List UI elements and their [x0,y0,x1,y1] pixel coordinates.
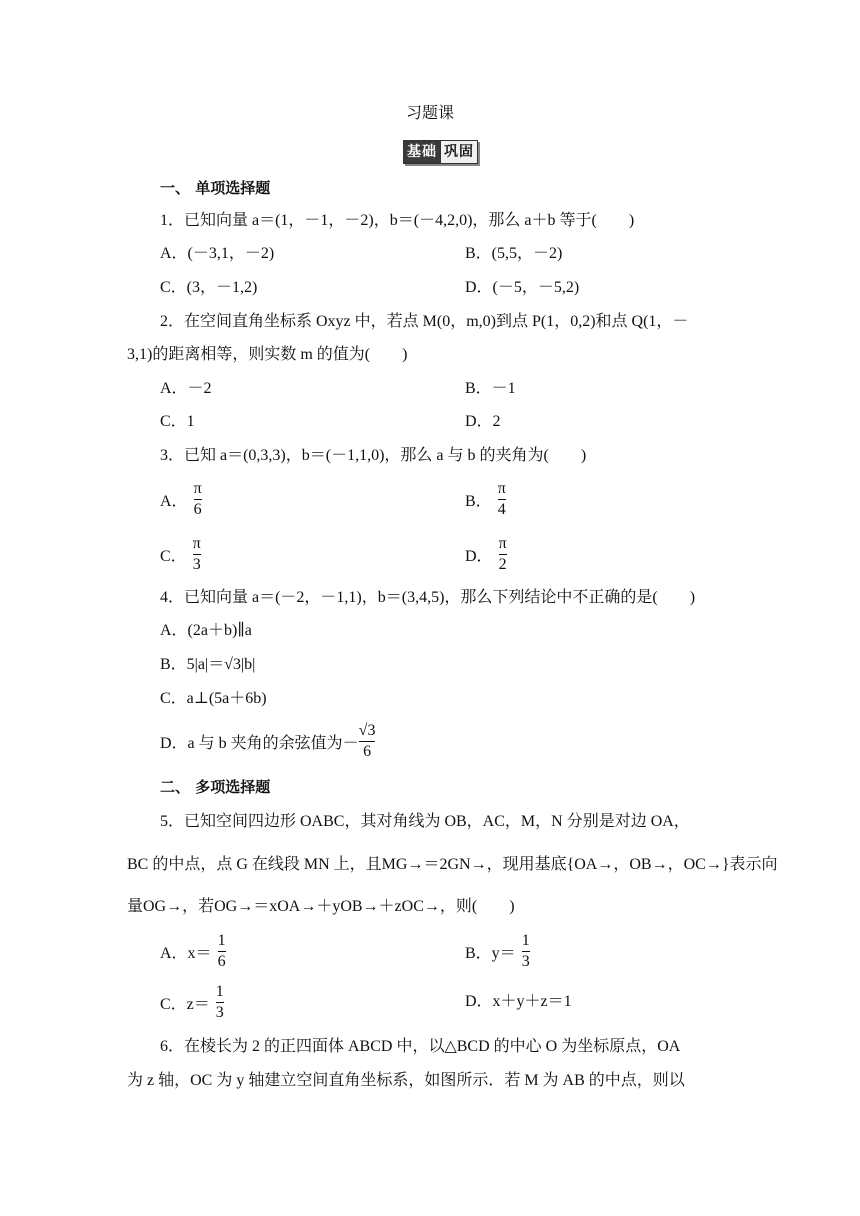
q5-option-a-label: A．x＝ [160,944,212,962]
question-4-stem: 4．已知向量 a＝(－2，－1,1)，b＝(3,4,5)，那么下列结论中不正确的是( ) [160,589,696,606]
q1-option-b: B．(5,5，－2) [465,245,563,262]
question-2-stem-line2: 3,1)的距离相等，则实数 m 的值为( ) [127,346,408,363]
q2-option-c: C．1 [160,413,195,430]
fraction-numerator: π [499,534,507,555]
fraction-numerator: 1 [218,931,226,952]
q5-option-a [160,930,226,972]
q5-option-c-label: C．z＝ [160,995,210,1013]
fraction-numerator: 1 [522,931,530,952]
q3-option-c-fraction [193,534,201,575]
section-badge [403,140,478,164]
q3-option-d-label: D． [465,547,493,565]
q5-option-a-fraction [218,931,226,972]
q3-option-c-label: C． [160,547,187,565]
q5-option-b-label: B．y＝ [465,944,516,962]
q3-option-c [160,533,201,575]
question-5-line3: 量OG→，若OG→＝xOA→＋yOB→＋zOC→，则( ) [127,898,515,915]
fraction-denominator: 2 [498,555,507,573]
fraction-denominator: 6 [217,952,226,970]
q3-option-d-fraction [499,534,507,575]
question-5-line2: BC 的中点，点 G 在线段 MN 上，且MG→＝2GN→，现用基底{OA→，OB→，OC→}表示向 [127,856,778,873]
q3-option-d [465,533,507,575]
q4-option-a: A．(2a＋b)∥a [160,622,252,639]
fraction-denominator: 6 [363,742,372,760]
section-heading-multi-choice: 二、 多项选择题 [160,778,271,796]
q1-option-d: D．(－5，－5,2) [465,279,580,296]
q4-option-b: B．5|a|＝√3|b| [160,656,256,673]
q2-option-a: A．－2 [160,380,212,397]
question-1-stem: 1．已知向量 a＝(1，－1，－2)，b＝(－4,2,0)，那么 a＋b 等于( ) [160,212,635,229]
badge-dark-text: 基础 [404,141,440,163]
q4-option-d-fraction [359,721,376,762]
q5-option-b-fraction [522,931,530,972]
q3-option-b-label: B． [465,492,492,510]
fraction-denominator: 3 [521,952,530,970]
q5-option-c [160,981,224,1023]
q1-option-a: A．(－3,1，－2) [160,245,275,262]
q4-option-c: C．a⊥(5a＋6b) [160,690,267,707]
fraction-denominator: 3 [192,555,201,573]
question-3-stem: 3．已知 a＝(0,3,3)，b＝(－1,1,0)，那么 a 与 b 的夹角为( ) [160,447,587,464]
fraction-denominator: 4 [497,500,506,518]
fraction-denominator: 6 [193,500,202,518]
q2-option-b: B．－1 [465,380,516,397]
q5-option-d: D．x＋y＋z＝1 [465,993,572,1010]
q5-option-c-fraction [216,982,224,1023]
q3-option-a-fraction [194,479,202,520]
badge-light-text: 巩固 [440,141,477,163]
question-6-line2: 为 z 轴，OC 为 y 轴建立空间直角坐标系，如图所示．若 M 为 AB 的中点，则以 [127,1072,685,1089]
question-6-line1: 6．在棱长为 2 的正四面体 ABCD 中，以△BCD 的中心 O 为坐标原点，OA [160,1038,681,1055]
fraction-numerator: √3 [359,721,376,742]
page-title: 习题课 [405,105,454,122]
q2-option-d: D．2 [465,413,501,430]
q3-option-b-fraction [498,479,506,520]
section-heading-single-choice: 一、 单项选择题 [160,179,271,197]
question-5-line1: 5．已知空间四边形 OABC，其对角线为 OB，AC，M，N 分别是对边 OA， [160,813,690,830]
fraction-numerator: π [498,479,506,500]
fraction-numerator: π [193,534,201,555]
q3-option-a-label: A． [160,492,188,510]
q1-option-c: C．(3，－1,2) [160,279,258,296]
fraction-denominator: 3 [215,1003,224,1021]
q4-option-d-text: D．a 与 b 夹角的余弦值为－ [160,734,359,752]
q3-option-a [160,478,202,520]
fraction-numerator: π [194,479,202,500]
fraction-numerator: 1 [216,982,224,1003]
q4-option-d [160,720,375,762]
q3-option-b [465,478,506,520]
q5-option-b [465,930,530,972]
question-2-stem-line1: 2．在空间直角坐标系 Oxyz 中，若点 M(0，m,0)到点 P(1，0,2)和点 Q(1，－ [160,313,689,330]
